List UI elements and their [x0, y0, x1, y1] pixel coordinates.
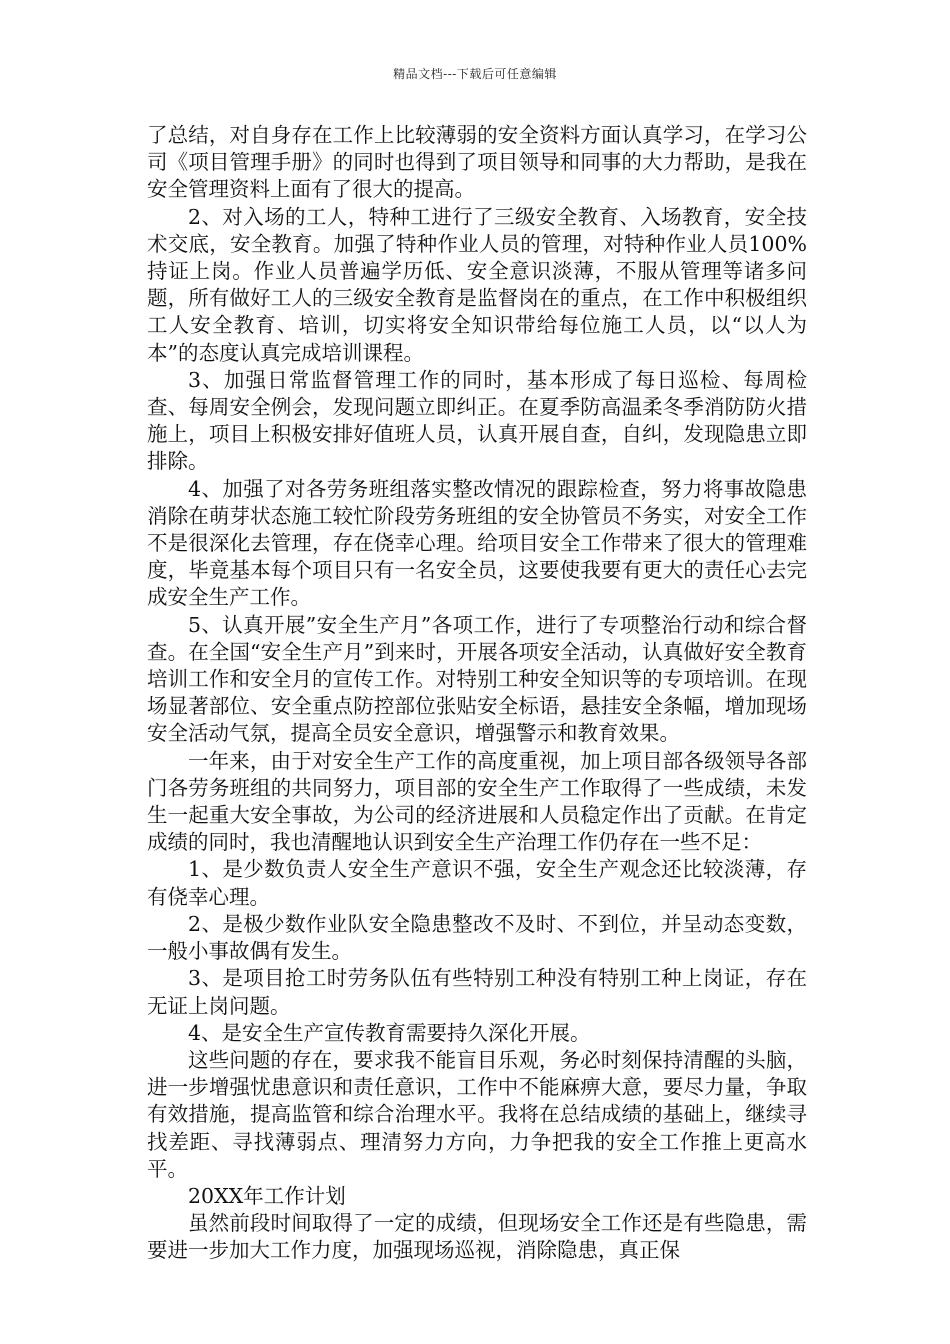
- section-heading-work-plan: 20XX年工作计划: [188, 1183, 346, 1208]
- paragraph-issue-1: 1、是少数负责人安全生产意识不强，安全生产观念还比较淡薄，存有侥幸心理。: [147, 857, 807, 909]
- paragraph-issue-3: 3、是项目抢工时劳务队伍有些特别工种没有特别工种上岗证，存在无证上岗问题。: [147, 966, 807, 1018]
- paragraph-issue-2: 2、是极少数作业队安全隐患整改不及时、不到位，并呈动态变数，一般小事故偶有发生。: [147, 911, 807, 964]
- paragraph-conclusion: 这些问题的存在，要求我不能盲目乐观，务必时刻保持清醒的头脑，进一步增强忧患意识和责任意识，工作中不能麻痹大意，要尽力量，争取有效措施，提高监管和综合治理水平。我将在总结成绩的基础上，继续寻找差距、寻找薄弱点、理清努力方向，力争把我的安全工作推上更高水平。: [147, 1047, 807, 1181]
- paragraph-summary-continuation: 了总结，对自身存在工作上比较薄弱的安全资料方面认真学习，在学习公司《项目管理手册》的同时也得到了项目领导和同事的大力帮助，是我在安全管理资料上面有了很大的提高。: [147, 123, 807, 202]
- paragraph-item-3-daily-supervision: 3、加强日常监督管理工作的同时，基本形成了每日巡检、每周检查、每周安全例会，发现问题立即纠正。在夏季防高温柔冬季消防防火措施上，项目上积极安排好值班人员，认真开展自查，自纠，发现隐患立即排除。: [147, 367, 807, 474]
- paragraph-year-review: 一年来，由于对安全生产工作的高度重视，加上项目部各级领导各部门各劳务班组的共同努力，项目部的安全生产工作取得了一些成绩，未发生一起重大安全事故，为公司的经济进展和人员稳定作出了贡献。在肯定成绩的同时，我也清醒地认识到安全生产治理工作仍存在一些不足：: [147, 748, 807, 855]
- paragraph-item-5-safety-month: 5、认真开展”安全生产月”各项工作，进行了专项整治行动和综合督查。在全国“安全生产月”到来时，开展各项安全活动，认真做好安全教育培训工作和安全月的宣传工作。对特别工种安全知识等的专项培训。在现场显著部位、安全重点防控部位张贴安全标语，悬挂安全条幅，增加现场安全活动气氛，提高全员安全意识，增强警示和教育效果。: [147, 612, 807, 746]
- paragraph-item-4-rectification-tracking: 4、加强了对各劳务班组落实整改情况的跟踪检查，努力将事故隐患消除在萌芽状态施工较忙阶段劳务班组的安全协管员不务实，对安全工作不是很深化去管理，存在侥幸心理。给项目安全工作带来了很大的管理难度，毕竟基本每个项目只有一名安全员，这要使我要有更大的责任心去完成安全生产工作。: [147, 476, 807, 610]
- paragraph-item-2-worker-education: 2、对入场的工人，特种工进行了三级安全教育、入场教育，安全技术交底，安全教育。加强了特种作业人员的管理，对特种作业人员100%持证上岗。作业人员普遍学历低、安全意识淡薄，不服从管理等诸多问题，所有做好工人的三级安全教育是监督岗在的重点，在工作中积极组织工人安全教育、培训，切实将安全知识带给每位施工人员，以“以人为本”的态度认真完成培训课程。: [147, 204, 807, 365]
- paragraph-work-plan-intro: 虽然前段时间取得了一定的成绩，但现场安全工作还是有些隐患，需要进一步加大工作力度，加强现场巡视，消除隐患，真正保: [147, 1211, 807, 1263]
- document-body: [147, 122, 807, 1265]
- page-header: 精品文档---下载后可任意编辑: [393, 67, 557, 81]
- paragraph-issue-4: 4、是安全生产宣传教育需要持久深化开展。: [188, 1020, 591, 1045]
